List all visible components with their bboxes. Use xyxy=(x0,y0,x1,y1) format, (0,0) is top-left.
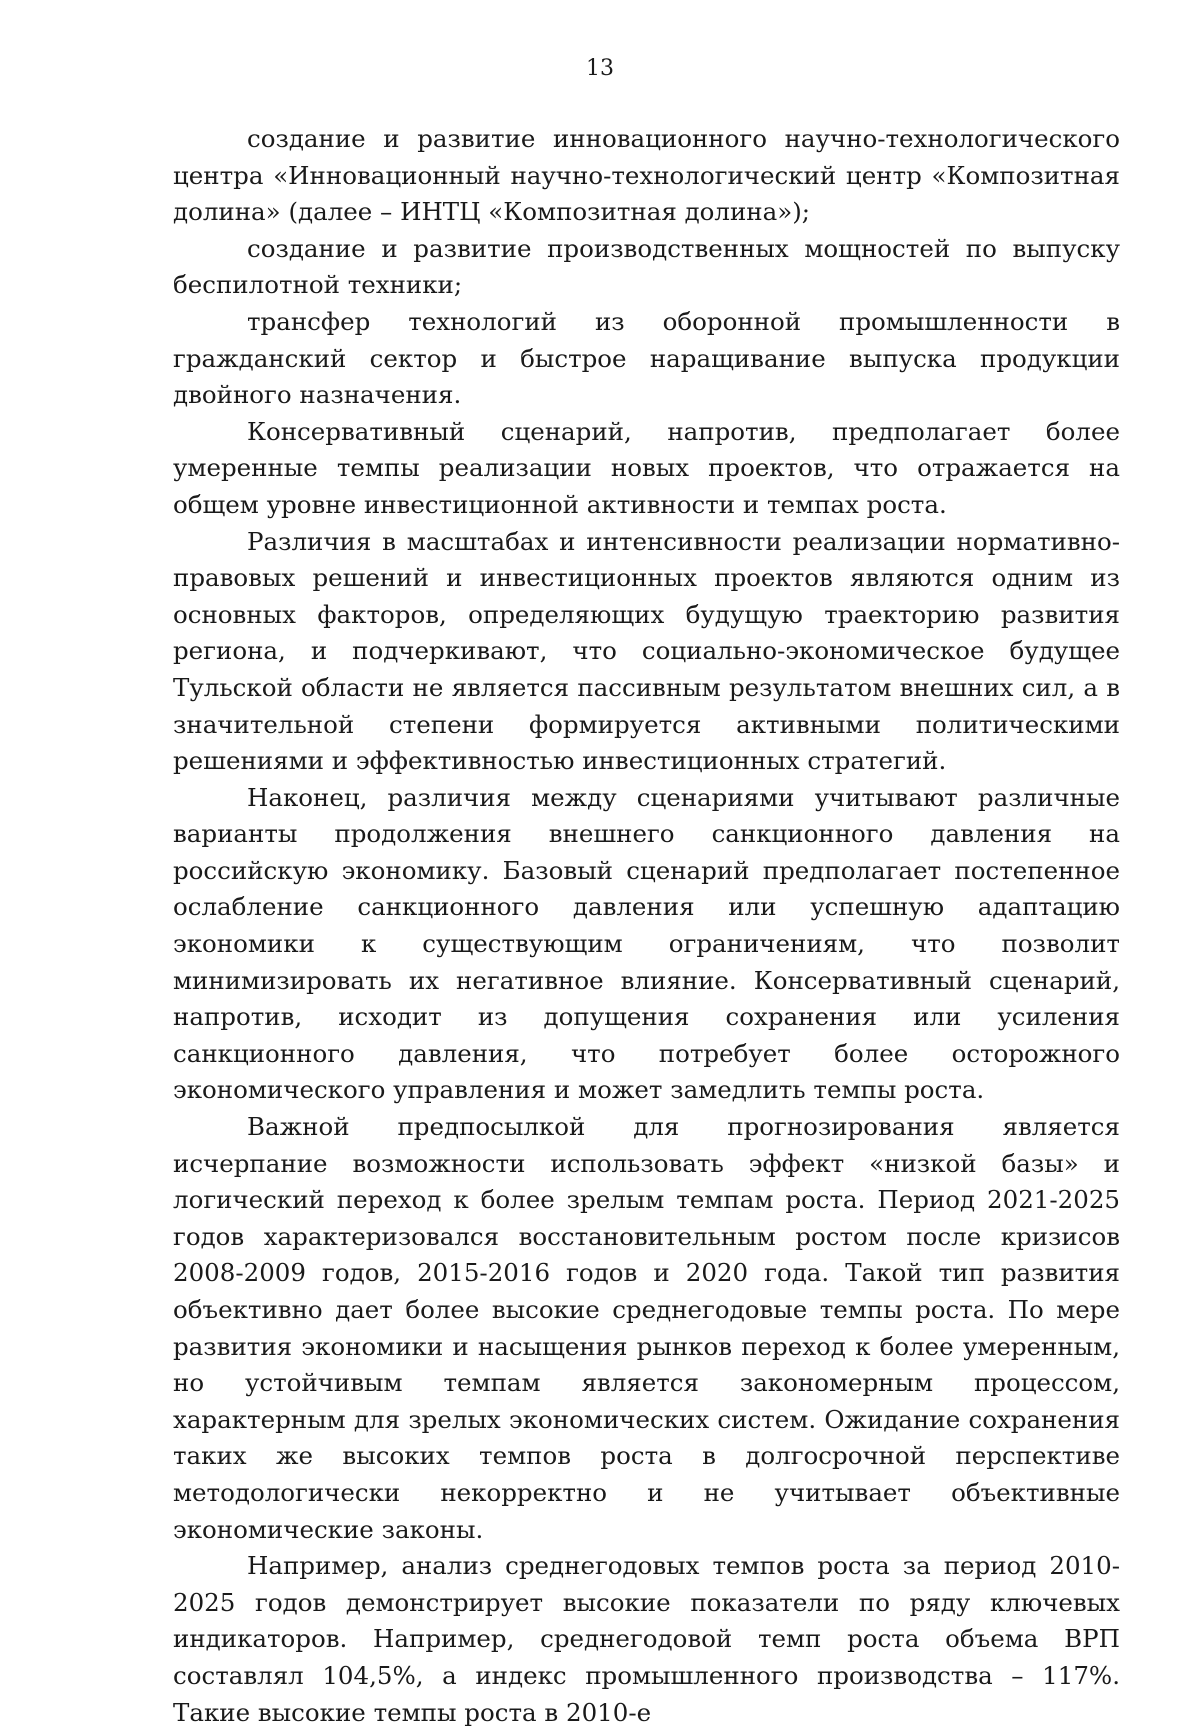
page-number: 13 xyxy=(586,56,614,81)
document-body xyxy=(173,121,1120,1731)
paragraph-technology-transfer: трансфер технологий из оборонной промышленности в гражданский сектор и быстрое наращивание выпуска продукции двойного назначения. xyxy=(173,306,1120,410)
paragraph-sanctions-pressure: Наконец, различия между сценариями учитывают различные варианты продолжения внешнего санкционного давления на российскую экономику. Базовый сценарий предполагает постепенное ослабление санкционного давления или успешную адаптацию экономики к существующим ограничениям, что позволит минимизировать их негативное влияние. Консервативный сценарий, напротив, исходит из допущения сохранения или усиления санкционного давления, что потребует более осторожного экономического управления и может замедлить темпы роста. xyxy=(173,782,1120,1105)
paragraph-growth-rates-analysis: Например, анализ среднегодовых темпов роста за период 2010-2025 годов демонстрирует высокие показатели по ряду ключевых индикаторов. Например, среднегодовой темп роста объема ВРП составлял 104,5%, а индекс промышленного производства – 117%. Такие высокие темпы роста в 2010-е xyxy=(173,1551,1120,1727)
paragraph-conservative-scenario: Консервативный сценарий, напротив, предполагает более умеренные темпы реализации новых проектов, что отражается на общем уровне инвестиционной активности и темпах роста. xyxy=(173,416,1120,519)
paragraph-low-base-effect: Важной предпосылкой для прогнозирования является исчерпание возможности использовать эффект «низкой базы» и логический переход к более зрелым темпам роста. Период 2021-2025 годов характеризовался восстановительным ростом после кризисов 2008-2009 годов, 2015-2016 годов и 2020 года. Такой тип развития объективно дает более высокие среднегодовые темпы роста. По мере развития экономики и насыщения рынков переход к более умеренным, но устойчивым темпам является закономерным процессом, характерным для зрелых экономических систем. Ожидание сохранения таких же высоких темпов роста в долгосрочной перспективе методологически некорректно и не учитывает объективные экономические законы. xyxy=(173,1112,1120,1544)
paragraph-innovation-center: создание и развитие инновационного научно-технологического центра «Инновационный научно-технологический центр «Композитная долина» (далее – ИНТЦ «Композитная долина»); xyxy=(173,124,1120,227)
paragraph-scale-differences: Различия в масштабах и интенсивности реализации нормативно-правовых решений и инвестиционных проектов являются одним из основных факторов, определяющих будущую траекторию развития региона, и подчеркивают, что социально-экономическое будущее Тульской области не является пассивным результатом внешних сил, а в значительной степени формируется активными политическими решениями и эффективностью инвестиционных стратегий. xyxy=(173,526,1120,776)
paragraph-drone-production: создание и развитие производственных мощностей по выпуску беспилотной техники; xyxy=(173,233,1120,300)
